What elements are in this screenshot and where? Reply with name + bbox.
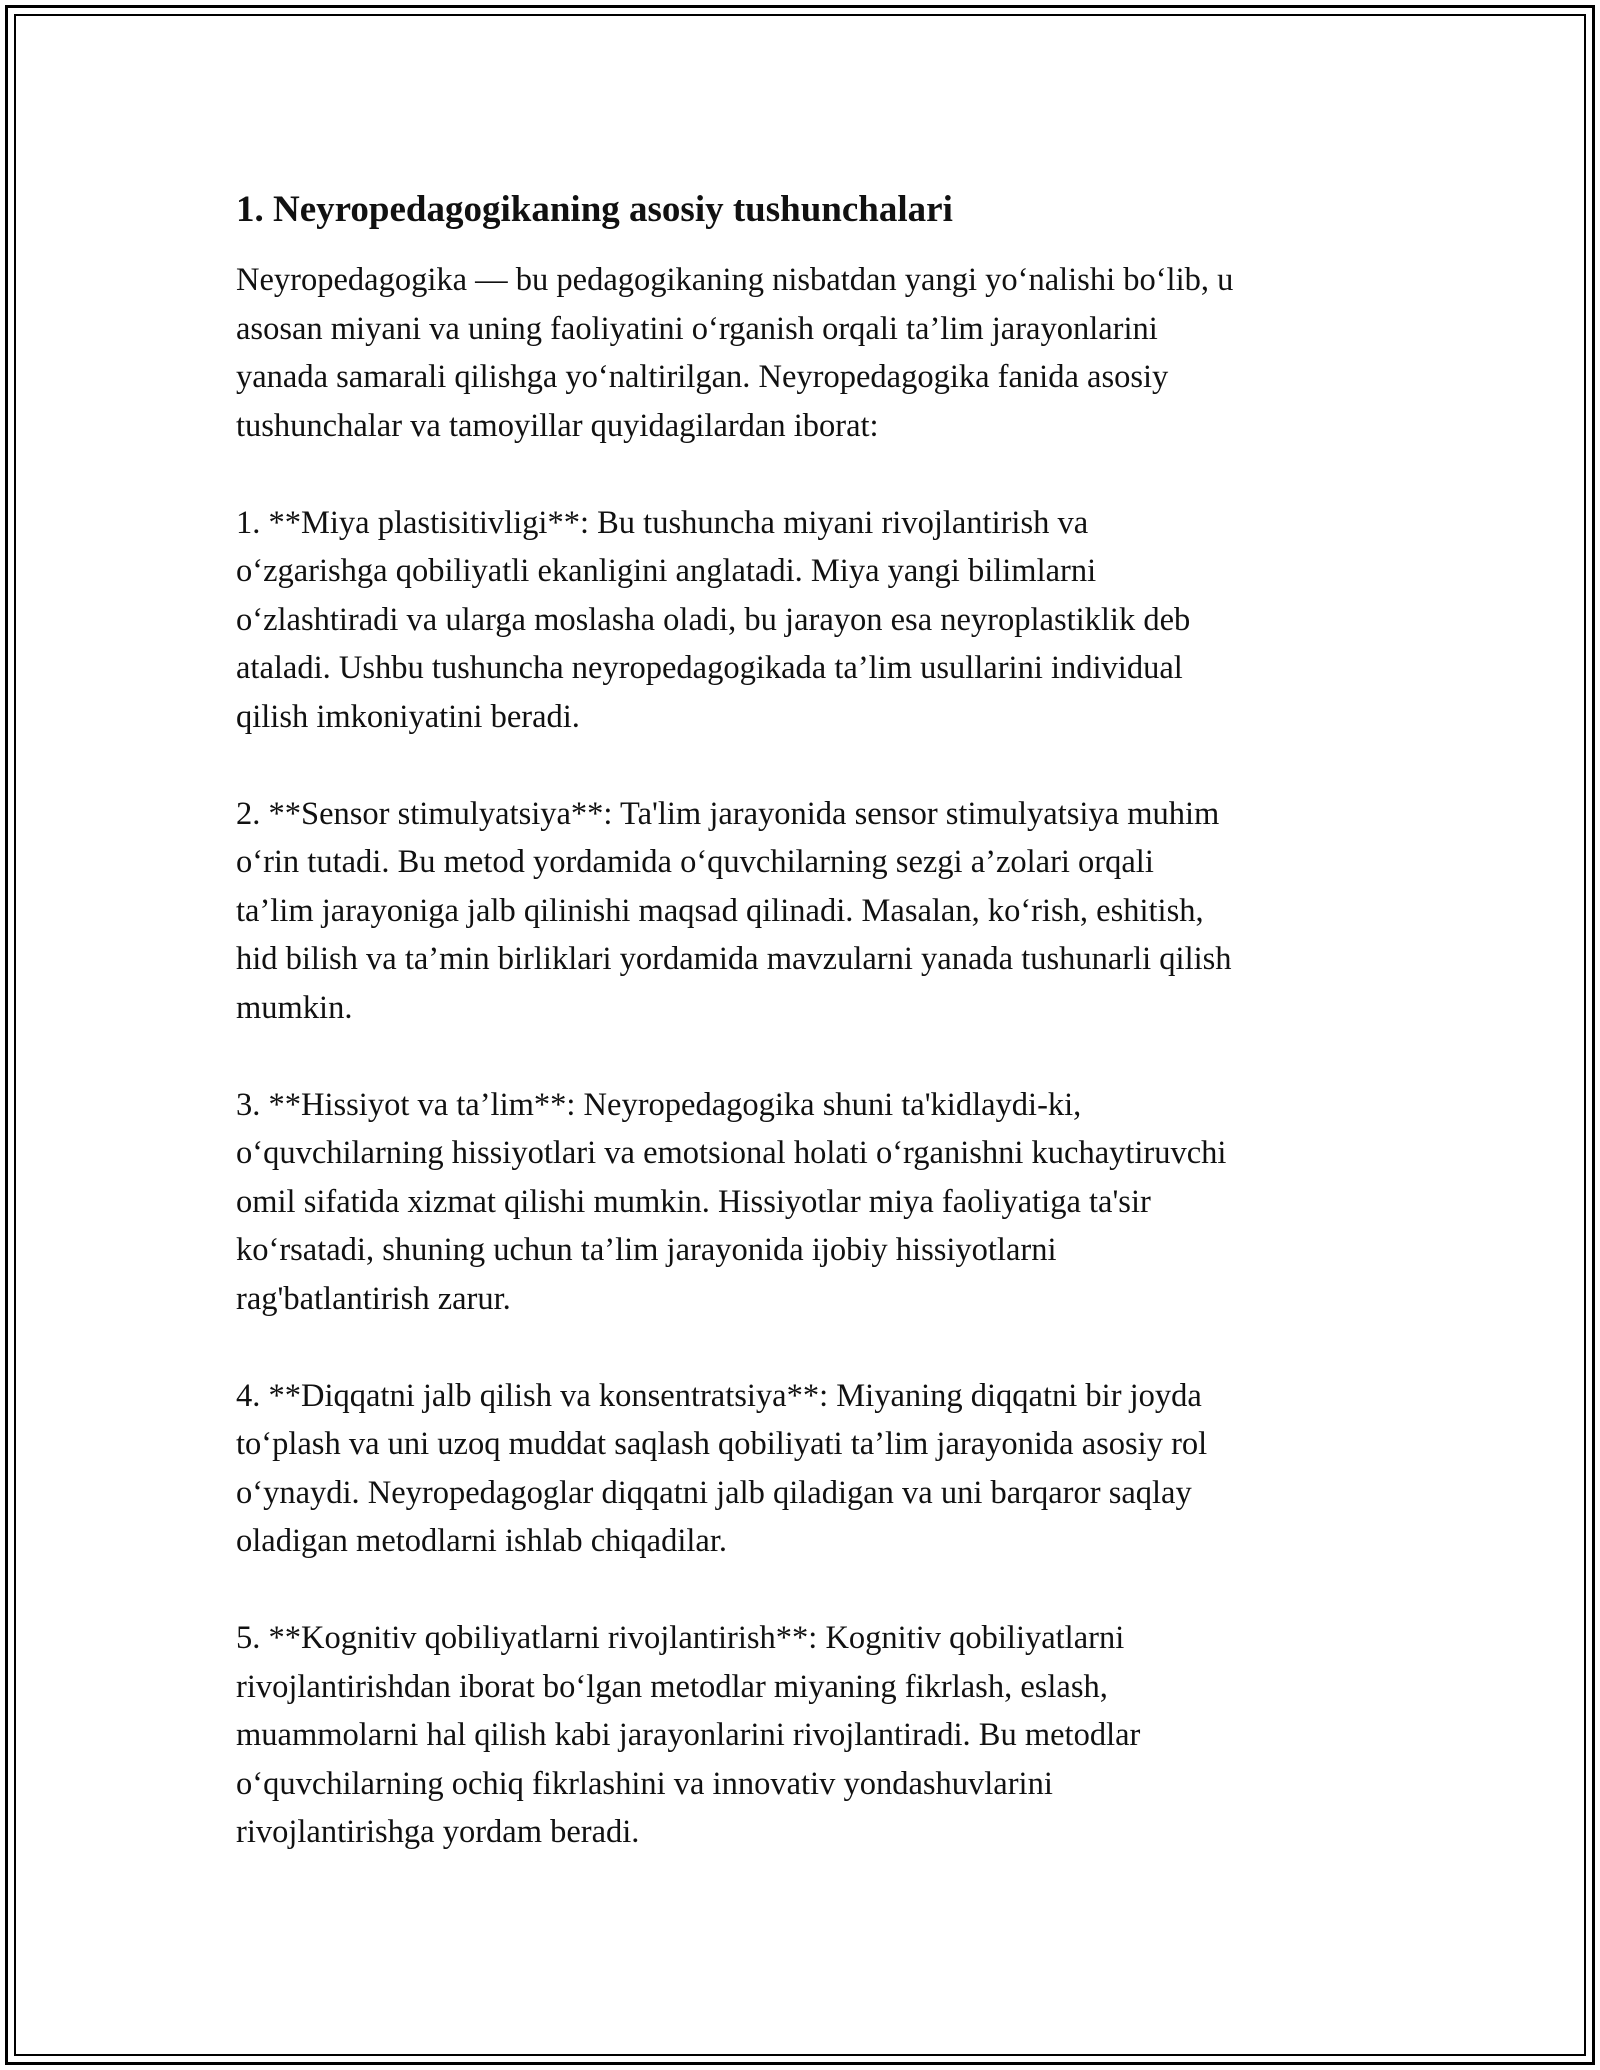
list-item-miya-plastisitivligi <box>236 499 1366 742</box>
paragraph-line: hid bilish va ta’min birliklari yordamida mavzularni yanada tushunarli qilish <box>236 941 1232 977</box>
paragraph-line: yanada samarali qilishga yo‘naltirilgan. Neyropedagogika fanida asosiy <box>236 359 1169 395</box>
list-item-sensor-stimulyatsiya <box>236 790 1366 1033</box>
paragraph-line: rivojlantirishdan iborat bo‘lgan metodlar miyaning fikrlash, eslash, <box>236 1668 1108 1705</box>
paragraph-line: o‘quvchilarning ochiq fikrlashini va innovativ yondashuvlarini <box>236 1765 1053 1802</box>
paragraph-line: rivojlantirishga yordam beradi. <box>236 1814 640 1850</box>
paragraph-line: Neyropedagogika — bu pedagogikaning nisbatdan yangi yo‘nalishi bo‘lib, u <box>236 262 1234 298</box>
paragraph-line: o‘zlashtiradi va ularga moslasha oladi, bu jarayon esa neyroplastiklik deb <box>236 601 1191 638</box>
paragraph-line: 4. **Diqqatni jalb qilish va konsentratsiya**: Miyaning diqqatni bir joyda <box>236 1377 1202 1414</box>
paragraph-line: rag'batlantirish zarur. <box>236 1280 511 1317</box>
paragraph-line: omil sifatida xizmat qilishi mumkin. Hissiyotlar miya faoliyatiga ta'sir <box>236 1183 1151 1220</box>
paragraph-line: asosan miyani va uning faoliyatini o‘rganish orqali ta’lim jarayonlarini <box>236 310 1158 347</box>
paragraph-line: oladigan metodlarni ishlab chiqadilar. <box>236 1523 727 1559</box>
list-item-kognitiv-qobiliyatlar <box>236 1614 1366 1857</box>
paragraph-line: 5. **Kognitiv qobiliyatlarni rivojlantirish**: Kognitiv qobiliyatlarni <box>236 1620 1125 1656</box>
paragraph-line: 1. **Miya plastisitivligi**: Bu tushuncha miyani rivojlantirish va <box>236 504 1089 541</box>
paragraph-line: 2. **Sensor stimulyatsiya**: Ta'lim jarayonida sensor stimulyatsiya muhim <box>236 795 1220 832</box>
paragraph-line: tushunchalar va tamoyillar quyidagilardan iborat: <box>236 407 879 444</box>
paragraph-line: qilish imkoniyatini beradi. <box>236 698 580 735</box>
paragraph-line: to‘plash va uni uzoq muddat saqlash qobiliyati ta’lim jarayonida asosiy rol <box>236 1426 1208 1462</box>
paragraph-line: o‘rin tutadi. Bu metod yordamida o‘quvchilarning sezgi a’zolari orqali <box>236 844 1154 880</box>
paragraph-line: o‘ynaydi. Neyropedagoglar diqqatni jalb qiladigan va uni barqaror saqlay <box>236 1474 1192 1511</box>
list-item-diqqatni-jalb-qilish <box>236 1372 1366 1566</box>
paragraph-line: o‘quvchilarning hissiyotlari va emotsional holati o‘rganishni kuchaytiruvchi <box>236 1135 1227 1171</box>
document-body <box>236 186 1366 1905</box>
list-item-hissiyot-va-talim <box>236 1081 1366 1324</box>
paragraph-line: ataladi. Ushbu tushuncha neyropedagogikada ta’lim usullarini individual <box>236 650 1183 686</box>
paragraph-line: ta’lim jarayoniga jalb qilinishi maqsad qilinadi. Masalan, ko‘rish, eshitish, <box>236 892 1204 929</box>
paragraph-line: ko‘rsatadi, shuning uchun ta’lim jarayonida ijobiy hissiyotlarni <box>236 1232 1057 1268</box>
paragraph-line: muammolarni hal qilish kabi jarayonlarini rivojlantiradi. Bu metodlar <box>236 1717 1141 1753</box>
paragraph-line: 3. **Hissiyot va ta’lim**: Neyropedagogika shuni ta'kidlaydi-ki, <box>236 1086 1082 1123</box>
section-heading: 1. Neyropedagogikaning asosiy tushunchalari <box>236 189 953 230</box>
paragraph-line: mumkin. <box>236 989 353 1026</box>
paragraph-line: o‘zgarishga qobiliyatli ekanligini anglatadi. Miya yangi bilimlarni <box>236 553 1097 589</box>
intro-paragraph <box>236 256 1366 450</box>
